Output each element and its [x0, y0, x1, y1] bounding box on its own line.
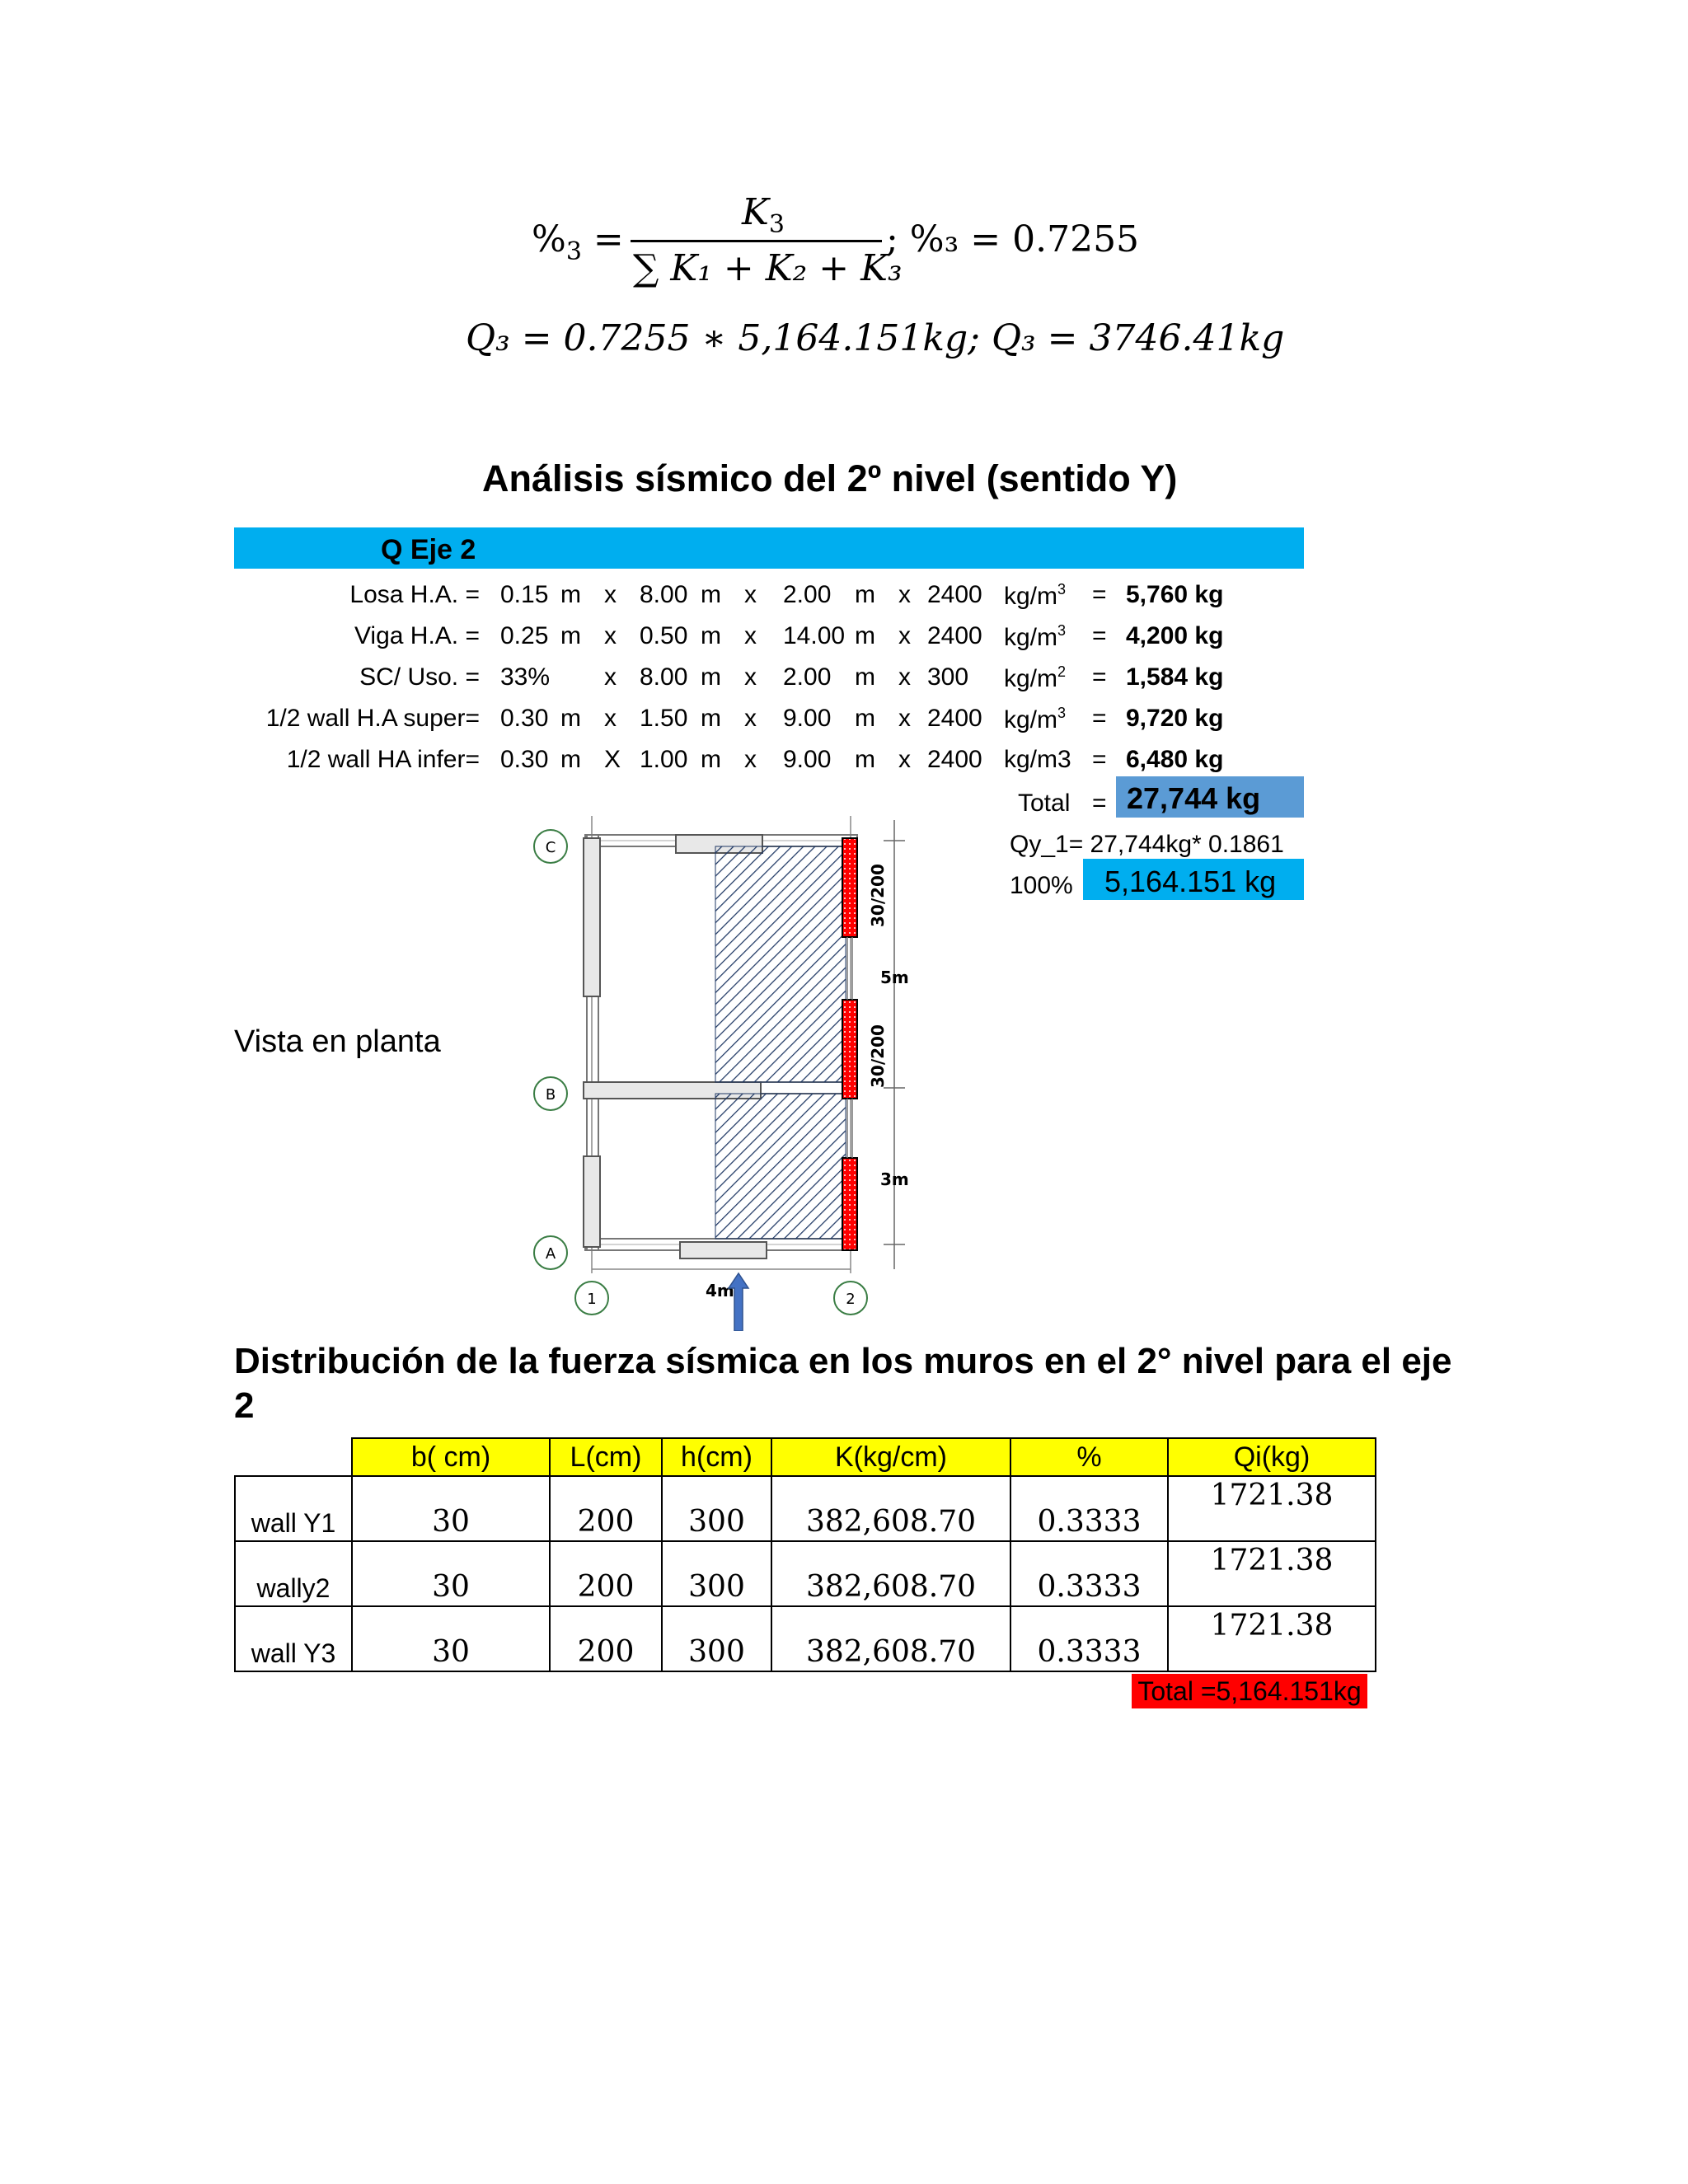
header-h: h(cm)	[662, 1438, 771, 1476]
calc-b: 0.50	[640, 622, 688, 649]
calc-eq: =	[1092, 746, 1107, 773]
svg-text:2: 2	[846, 1291, 856, 1308]
calc-unit-sup: 3	[1057, 705, 1067, 721]
svg-text:C: C	[545, 839, 556, 856]
distribution-heading: Distribución de la fuerza sísmica en los muros en el 2° nivel para el eje 2	[234, 1341, 1452, 1426]
calc-unit-wrap	[1004, 705, 1066, 734]
calc-ub: m	[701, 663, 721, 691]
calc-label: Losa H.A. =	[349, 581, 480, 608]
floor-plan	[511, 812, 940, 1331]
red-wall-y1	[842, 838, 857, 937]
calc-label: 1/2 wall H.A super=	[265, 705, 480, 732]
calc-unit-wrap	[1004, 581, 1066, 611]
wall-label-lower: 30/200	[868, 1024, 888, 1088]
q-eje-banner	[234, 527, 1304, 569]
calc-a: 0.30	[500, 705, 549, 732]
axis-a-bubble	[534, 1236, 567, 1269]
calc-uc: m	[855, 663, 875, 691]
cell-K: 382,608.70	[771, 1606, 1010, 1671]
calc-ua: m	[560, 705, 581, 732]
calc-d: 300	[927, 663, 969, 691]
fraction-denominator: ∑ K₁ + K₂ + K₃	[633, 247, 903, 289]
calc-a: 33%	[500, 663, 551, 691]
calc-x3: x	[898, 622, 911, 649]
calc-b: 1.00	[640, 746, 688, 773]
pct3-lhs: $\%_3$ =	[532, 218, 624, 266]
calc-res: 4,200 kg	[1126, 622, 1224, 649]
cell-L: 200	[550, 1476, 662, 1541]
cell-pct: 0.3333	[1010, 1606, 1168, 1671]
wall-label-upper: 30/200	[868, 864, 888, 927]
pct3-result: ; %₃ = 0.7255	[886, 218, 1140, 260]
cell-b: 30	[352, 1476, 550, 1541]
calc-unit: kg/m	[1004, 665, 1058, 692]
calc-b: 1.50	[640, 705, 688, 732]
calc-x2: x	[744, 581, 757, 608]
calc-d: 2400	[927, 622, 982, 649]
calc-x2: x	[744, 746, 757, 773]
table-header-row	[235, 1438, 1376, 1476]
q3-equation: Q₃ = 0.7255 ∗ 5,164.151kg; Q₃ = 3746.41kg	[466, 317, 1285, 359]
calc-res: 6,480 kg	[1126, 746, 1224, 773]
calc-x1: x	[604, 581, 617, 608]
cell-b: 30	[352, 1606, 550, 1671]
calc-label: SC/ Uso. =	[359, 663, 480, 691]
calc-ub: m	[701, 581, 721, 608]
calc-x2: x	[744, 705, 757, 732]
table-total: Total =5,164.151kg	[1132, 1674, 1367, 1708]
cell-h: 300	[662, 1606, 771, 1671]
calc-x1: x	[604, 705, 617, 732]
calc-unit-wrap	[1004, 622, 1066, 652]
total-value: 27,744 kg	[1127, 781, 1261, 815]
wall-name: wall Y1	[235, 1476, 352, 1541]
calc-unit: kg/m	[1004, 583, 1058, 610]
red-wall-y3	[842, 1158, 857, 1250]
hatched-slab-upper	[715, 846, 846, 1082]
calc-uc: m	[855, 705, 875, 732]
calc-uc: m	[855, 581, 875, 608]
calc-row	[0, 663, 1688, 696]
cell-L: 200	[550, 1606, 662, 1671]
calc-ub: m	[701, 705, 721, 732]
calc-unit-wrap	[1004, 663, 1066, 693]
axis-2-bubble	[834, 1282, 867, 1315]
calc-ua: m	[560, 581, 581, 608]
calc-a: 0.30	[500, 746, 549, 773]
calc-x1: x	[604, 663, 617, 691]
calc-x1: x	[604, 622, 617, 649]
total-label: Total	[1018, 790, 1071, 817]
table-row	[235, 1476, 1376, 1541]
calc-unit: kg/m	[1004, 624, 1058, 651]
total-equals: =	[1092, 790, 1107, 817]
wall-1-lower	[584, 1156, 600, 1247]
calc-eq: =	[1092, 663, 1107, 691]
red-wall-y2	[842, 1000, 857, 1099]
section-heading: Análisis sísmico del 2º nivel (sentido Y)	[482, 457, 1178, 499]
svg-text:1: 1	[587, 1291, 597, 1308]
distribution-table	[234, 1437, 1376, 1672]
wall-1-upper	[584, 838, 600, 996]
calc-b: 8.00	[640, 581, 688, 608]
plan-view-label: Vista en planta	[234, 1024, 441, 1059]
svg-text:B: B	[545, 1086, 556, 1104]
fraction-bar	[631, 240, 882, 242]
calc-c: 9.00	[783, 746, 832, 773]
calc-uc: m	[855, 622, 875, 649]
calc-res: 1,584 kg	[1126, 663, 1224, 691]
calc-uc: m	[855, 746, 875, 773]
cell-Qi: 1721.38	[1168, 1541, 1376, 1606]
calc-ua: m	[560, 746, 581, 773]
calc-x3: x	[898, 581, 911, 608]
calc-x2: x	[744, 622, 757, 649]
hatched-slab-lower	[715, 1094, 846, 1239]
calc-row	[0, 705, 1688, 738]
cell-Qi: 1721.38	[1168, 1606, 1376, 1671]
table-row	[235, 1541, 1376, 1606]
cell-pct: 0.3333	[1010, 1476, 1168, 1541]
calc-ub: m	[701, 746, 721, 773]
cell-Qi: 1721.38	[1168, 1476, 1376, 1541]
cell-b: 30	[352, 1541, 550, 1606]
header-Qi: Qi(kg)	[1168, 1438, 1376, 1476]
calc-eq: =	[1092, 581, 1107, 608]
calc-res: 9,720 kg	[1126, 705, 1224, 732]
calc-eq: =	[1092, 705, 1107, 732]
axis-1-bubble	[575, 1282, 608, 1315]
cell-K: 382,608.70	[771, 1541, 1010, 1606]
fraction-numerator: $K_3$	[742, 191, 785, 239]
calc-row	[0, 581, 1688, 614]
calc-c: 9.00	[783, 705, 832, 732]
calc-x3: x	[898, 746, 911, 773]
q-eje-label: Q Eje 2	[381, 534, 476, 565]
calc-row	[0, 746, 1688, 779]
cell-L: 200	[550, 1541, 662, 1606]
calc-x2: x	[744, 663, 757, 691]
axis-b-bubble	[534, 1077, 567, 1110]
calc-c: 14.00	[783, 622, 846, 649]
calc-b: 8.00	[640, 663, 688, 691]
header-K: K(kg/cm)	[771, 1438, 1010, 1476]
table-row	[235, 1606, 1376, 1671]
calc-ub: m	[701, 622, 721, 649]
calc-x3: x	[898, 663, 911, 691]
header-b: b( cm)	[352, 1438, 550, 1476]
calc-unit-sup: 3	[1057, 622, 1067, 639]
calc-d: 2400	[927, 581, 982, 608]
calc-a: 0.15	[500, 581, 549, 608]
qy-value: 5,164.151 kg	[1104, 865, 1277, 898]
calc-row	[0, 622, 1688, 655]
calc-c: 2.00	[783, 581, 832, 608]
axis-c-bubble	[534, 830, 567, 863]
calc-unit: kg/m3	[1004, 746, 1071, 773]
cell-K: 382,608.70	[771, 1476, 1010, 1541]
calc-c: 2.00	[783, 663, 832, 691]
cell-h: 300	[662, 1476, 771, 1541]
calc-d: 2400	[927, 705, 982, 732]
wall-name: wally2	[235, 1541, 352, 1606]
qy-line: Qy_1= 27,744kg* 0.1861	[1010, 831, 1284, 858]
wall-name: wall Y3	[235, 1606, 352, 1671]
calc-label: Viga H.A. =	[354, 622, 480, 649]
calc-label: 1/2 wall HA infer=	[286, 746, 480, 773]
header-L: L(cm)	[550, 1438, 662, 1476]
calc-res: 5,760 kg	[1126, 581, 1224, 608]
calc-x3: x	[898, 705, 911, 732]
dim-5m: 5m	[880, 968, 909, 987]
calc-x1: X	[604, 746, 621, 773]
wall-a-bottom	[680, 1242, 767, 1258]
calc-unit-sup: 3	[1057, 581, 1067, 598]
calc-eq: =	[1092, 622, 1107, 649]
qy-pct: 100%	[1010, 872, 1073, 899]
dim-4m: 4m	[706, 1281, 734, 1301]
dim-3m: 3m	[880, 1169, 909, 1189]
calc-ua: m	[560, 622, 581, 649]
calc-unit-sup: 2	[1057, 663, 1067, 680]
calc-a: 0.25	[500, 622, 549, 649]
svg-text:A: A	[545, 1245, 556, 1263]
cell-pct: 0.3333	[1010, 1541, 1168, 1606]
cell-h: 300	[662, 1541, 771, 1606]
calc-unit: kg/m	[1004, 706, 1058, 733]
calc-d: 2400	[927, 746, 982, 773]
header-pct: %	[1010, 1438, 1168, 1476]
